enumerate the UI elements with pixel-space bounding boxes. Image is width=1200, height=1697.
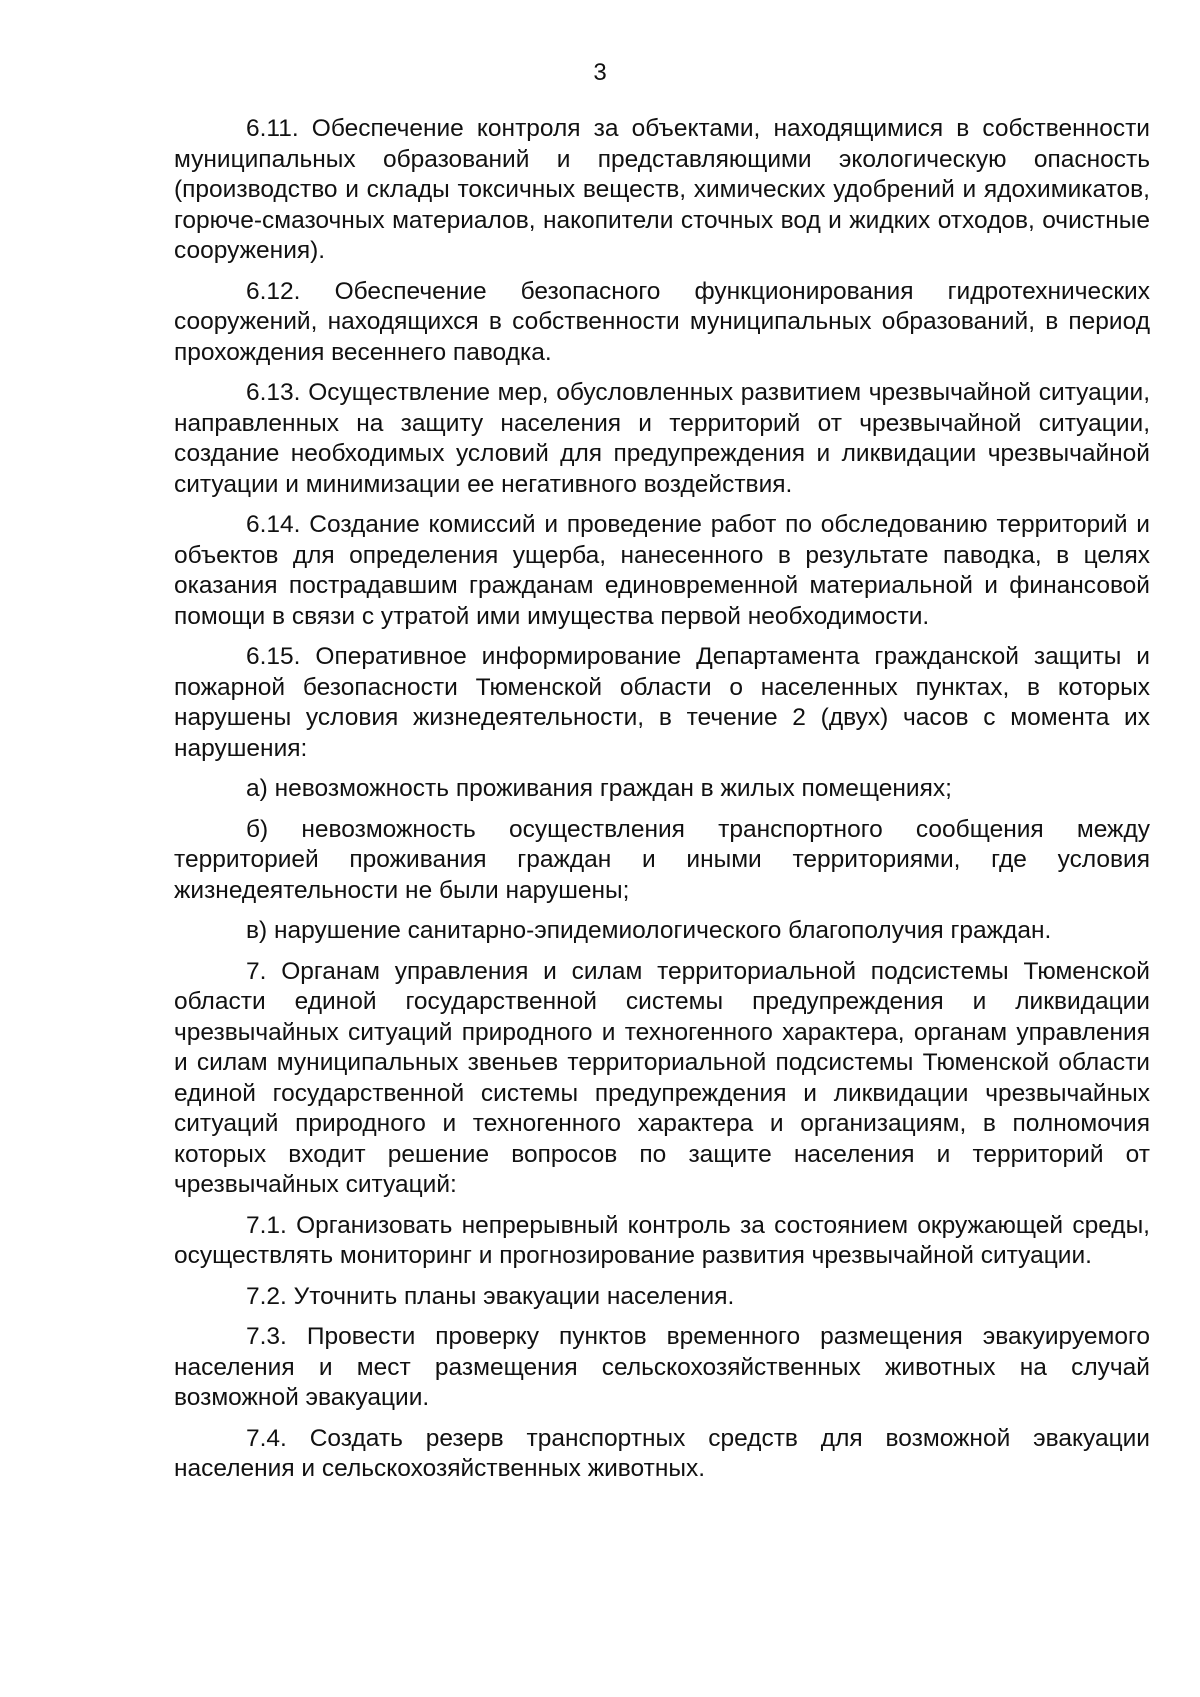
paragraph-6-15-b: б) невозможность осуществления транспортного сообщения между территорией проживания граждан и иными территориями, где условия жизнедеятельности не были нарушены; — [174, 815, 1150, 904]
paragraph-7: 7. Органам управления и силам территориальной подсистемы Тюменской области единой государственной системы предупреждения и ликвидации чрезвычайных ситуаций природного и техногенного характера, органам управления и силам муниципальных звеньев территориальной подсистемы Тюменской области единой государственной системы предупреждения и ликвидации чрезвычайных ситуаций природного и техногенного характера и организациям, в полномочия которых входит решение вопросов по защите населения и территорий от чрезвычайных ситуаций: — [174, 957, 1150, 1198]
paragraph-7-1: 7.1. Организовать непрерывный контроль за состоянием окружающей среды, осуществлять мониторинг и прогнозирование развития чрезвычайной ситуации. — [174, 1211, 1150, 1269]
paragraph-6-15-v: в) нарушение санитарно-эпидемиологического благополучия граждан. — [246, 917, 1052, 944]
paragraph-6-13: 6.13. Осуществление мер, обусловленных развитием чрезвычайной ситуации, направленных на защиту населения и территорий от чрезвычайной ситуации, создание необходимых условий для предупреждения и ликвидации чрезвычайной ситуации и минимизации ее негативного воздействия. — [174, 379, 1150, 498]
document-body — [174, 114, 1150, 1495]
paragraph-6-12: 6.12. Обеспечение безопасного функционирования гидротехнических сооружений, находящихся в собственности муниципальных образований, в период прохождения весеннего паводка. — [174, 277, 1150, 366]
paragraph-6-15: 6.15. Оперативное информирование Департамента гражданской защиты и пожарной безопасности Тюменской области о населенных пунктах, в которых нарушены условия жизнедеятельности, в течение 2 (двух) часов с момента их нарушения: — [174, 643, 1150, 762]
paragraph-7-4: 7.4. Создать резерв транспортных средств для возможной эвакуации населения и сельскохозяйственных животных. — [174, 1424, 1150, 1482]
paragraph-7-2: 7.2. Уточнить планы эвакуации населения. — [246, 1282, 735, 1310]
page-number: 3 — [593, 59, 607, 86]
paragraph-7-3: 7.3. Провести проверку пунктов временного размещения эвакуируемого населения и мест размещения сельскохозяйственных животных на случай возможной эвакуации. — [174, 1323, 1150, 1411]
paragraph-6-11: 6.11. Обеспечение контроля за объектами, находящимися в собственности муниципальных образований и представляющими экологическую опасность (производство и склады токсичных веществ, химических удобрений и ядохимикатов, горюче-смазочных материалов, накопители сточных вод и жидких отходов, очистные сооружения). — [174, 115, 1150, 264]
paragraph-6-15-a: а) невозможность проживания граждан в жилых помещениях; — [246, 775, 952, 802]
paragraph-6-14: 6.14. Создание комиссий и проведение работ по обследованию территорий и объектов для определения ущерба, нанесенного в результате паводка, в целях оказания пострадавшим гражданам единовременной материальной и финансовой помощи в связи с утратой ими имущества первой необходимости. — [174, 511, 1150, 630]
